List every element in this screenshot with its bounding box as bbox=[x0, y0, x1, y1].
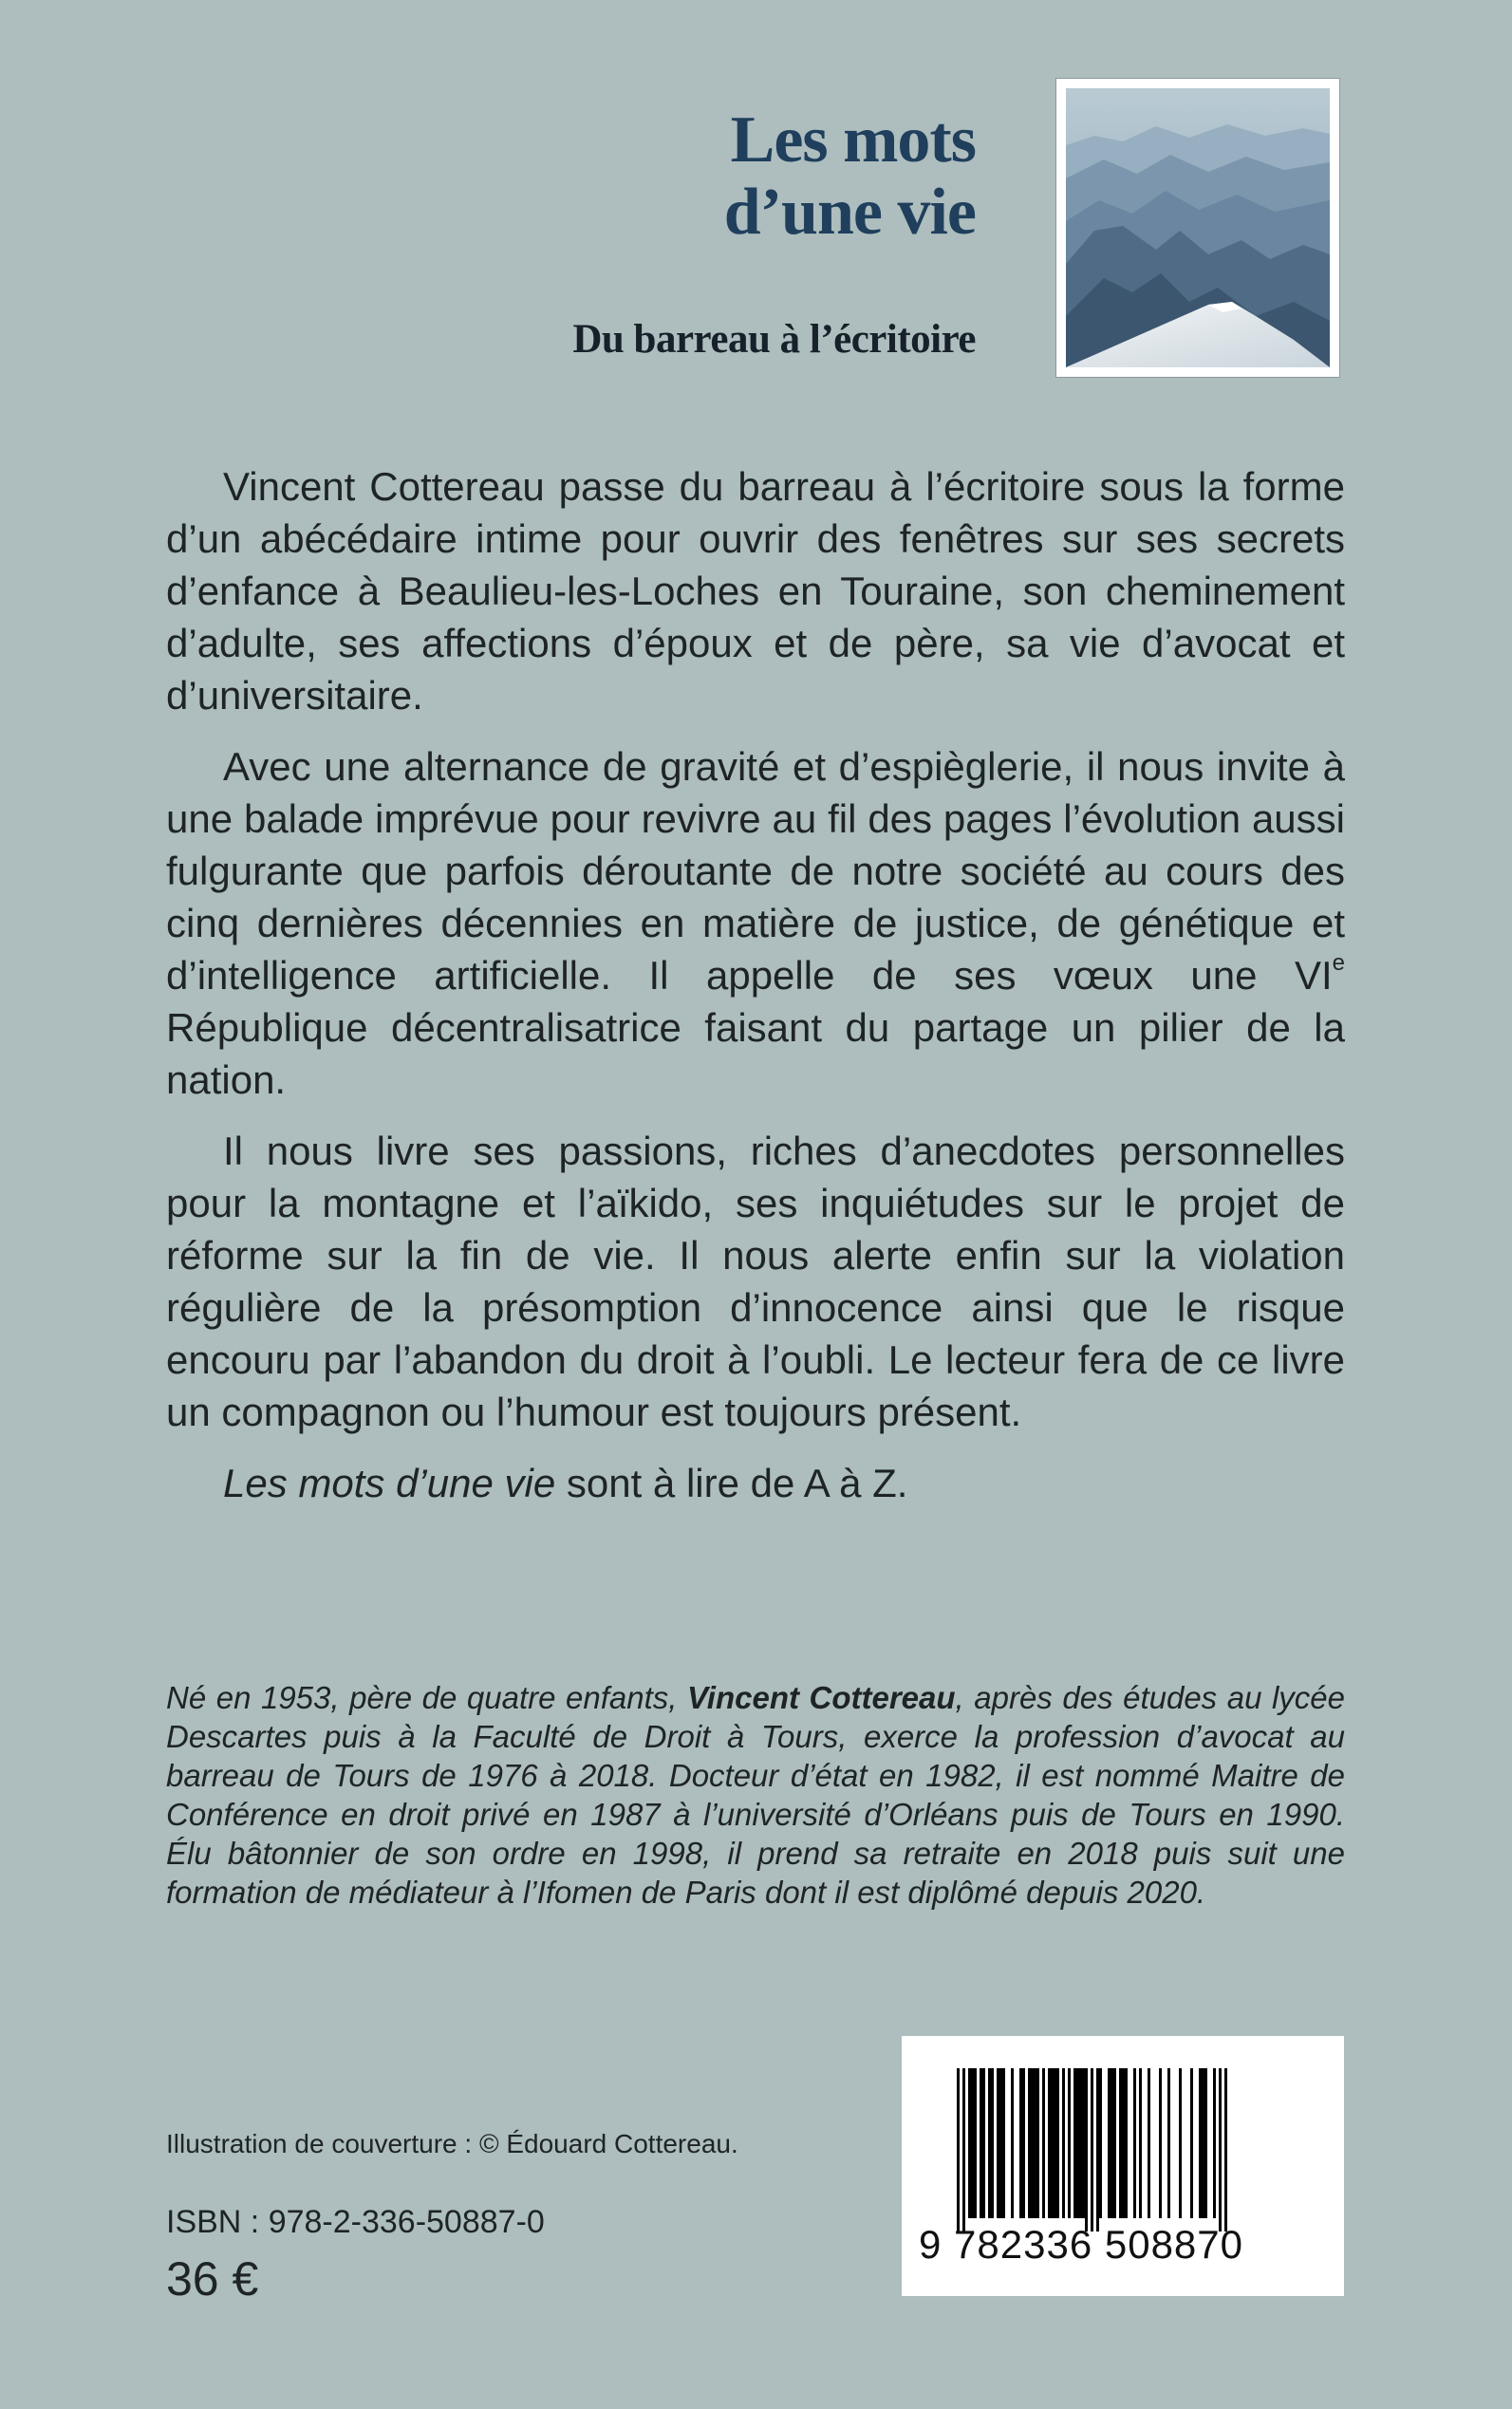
blurb-book-title: Les mots d’une vie bbox=[223, 1461, 556, 1505]
barcode-bar bbox=[1068, 2068, 1071, 2218]
barcode-bar bbox=[1048, 2068, 1059, 2218]
illustration-credit: Illustration de couverture : © Édouard Cottereau. bbox=[166, 2129, 738, 2158]
barcode-bar bbox=[1224, 2068, 1227, 2232]
blurb-paragraph-2-text: Avec une alternance de gravité et d’espièglerie, il nous invite à une balade imprévue pour revivre au fil des pages l’évolution aussi fulgurante que parfois déroutante de notre société au cours des cinq dernières décennies en matière de justice, de génétique et d’intelligence artificielle. Il appelle de ses vœux une VI bbox=[166, 744, 1345, 998]
blurb-paragraph-2 bbox=[166, 740, 1345, 1106]
barcode-bar bbox=[1011, 2068, 1014, 2218]
barcode-bar bbox=[1099, 2068, 1102, 2218]
author-bio-start: Né en 1953, père de quatre enfants, bbox=[166, 1680, 687, 1715]
barcode-bar bbox=[1167, 2068, 1170, 2218]
book-subtitle: Du barreau à l’écritoire bbox=[572, 317, 976, 362]
barcode-bar bbox=[1062, 2068, 1065, 2218]
barcode-bar bbox=[1199, 2068, 1207, 2218]
barcode-bar bbox=[957, 2068, 960, 2232]
barcode-bar bbox=[997, 2068, 1005, 2218]
price: 36 € bbox=[166, 2252, 259, 2306]
barcode-bar bbox=[1091, 2068, 1093, 2232]
barcode-bar bbox=[1133, 2068, 1136, 2218]
author-name: Vincent Cottereau bbox=[687, 1680, 956, 1715]
barcode-bar bbox=[1139, 2068, 1142, 2218]
barcode-bar bbox=[1219, 2068, 1222, 2232]
barcode-bar bbox=[1085, 2068, 1088, 2232]
barcode bbox=[902, 2036, 1344, 2296]
barcode-bar bbox=[1190, 2068, 1193, 2218]
barcode-bar bbox=[1073, 2068, 1085, 2218]
barcode-bar bbox=[1096, 2068, 1099, 2232]
blurb-paragraph-2-end: République décentralisatrice faisant du partage un pilier de la nation. bbox=[166, 1005, 1345, 1102]
barcode-digits: 9 782336 508870 bbox=[919, 2222, 1243, 2267]
barcode-bar bbox=[1019, 2068, 1025, 2218]
barcode-bar bbox=[1159, 2068, 1162, 2218]
blurb-paragraph-3: Il nous livre ses passions, riches d’anecdotes personnelles pour la montagne et l’aïkido, ses inquiétudes sur le projet de réforme sur la fin de vie. Il nous alerte enfin sur la violation régulière de la présomption d’innocence ainsi que le risque encouru par l’abandon du droit à l’oubli. Le lecteur fera de ce livre un compagnon ou l’humour est toujours présent. bbox=[166, 1129, 1345, 1434]
barcode-bar bbox=[1028, 2068, 1039, 2218]
blurb-paragraph-1: Vincent Cottereau passe du barreau à l’écritoire sous la forme d’un abécédaire intime pour ouvrir des fenêtres sur ses secrets d’enfance à Beaulieu-les-Loches en Touraine, son cheminement d’adulte, ses affections d’époux et de père, sa vie d’avocat et d’universitaire. bbox=[166, 464, 1345, 718]
mountain-photo bbox=[1055, 78, 1340, 378]
barcode-bar bbox=[962, 2068, 965, 2232]
barcode-bar bbox=[968, 2068, 977, 2218]
barcode-bar bbox=[1119, 2068, 1128, 2218]
barcode-bar bbox=[1108, 2068, 1116, 2218]
superscript-e: e bbox=[1332, 950, 1345, 976]
barcode-bar bbox=[980, 2068, 985, 2218]
barcode-bar bbox=[1148, 2068, 1150, 2218]
book-title-line1: Les mots bbox=[730, 103, 976, 177]
barcode-bar bbox=[988, 2068, 994, 2218]
barcode-bar bbox=[1042, 2068, 1045, 2218]
blurb-paragraph-4 bbox=[166, 1457, 1345, 1509]
barcode-bar bbox=[1179, 2068, 1182, 2218]
book-title bbox=[724, 104, 976, 249]
author-bio-rest: , après des études au lycée Descartes puis à la Faculté de Droit à Tours, exerce la profession d’avocat au barreau de Tours de 1976 à 2018. Docteur d’état en 1982, il est nommé Maitre de Conférence en droit privé en 1987 à l’université d’Orléans puis de Tours en 1990. Élu bâtonnier de son ordre en 1998, il prend sa retraite en 2018 puis suit une formation de médiateur à l’Ifomen de Paris dont il est diplômé depuis 2020. bbox=[166, 1680, 1345, 1910]
book-title-line2: d’une vie bbox=[723, 176, 976, 249]
back-cover-blurb bbox=[166, 460, 1345, 1528]
author-bio bbox=[166, 1678, 1345, 1912]
mountain-photo-icon bbox=[1066, 88, 1330, 367]
isbn: ISBN : 978-2-336-50887-0 bbox=[166, 2204, 545, 2240]
blurb-closing: sont à lire de A à Z. bbox=[555, 1461, 908, 1505]
barcode-bar bbox=[1213, 2068, 1216, 2218]
